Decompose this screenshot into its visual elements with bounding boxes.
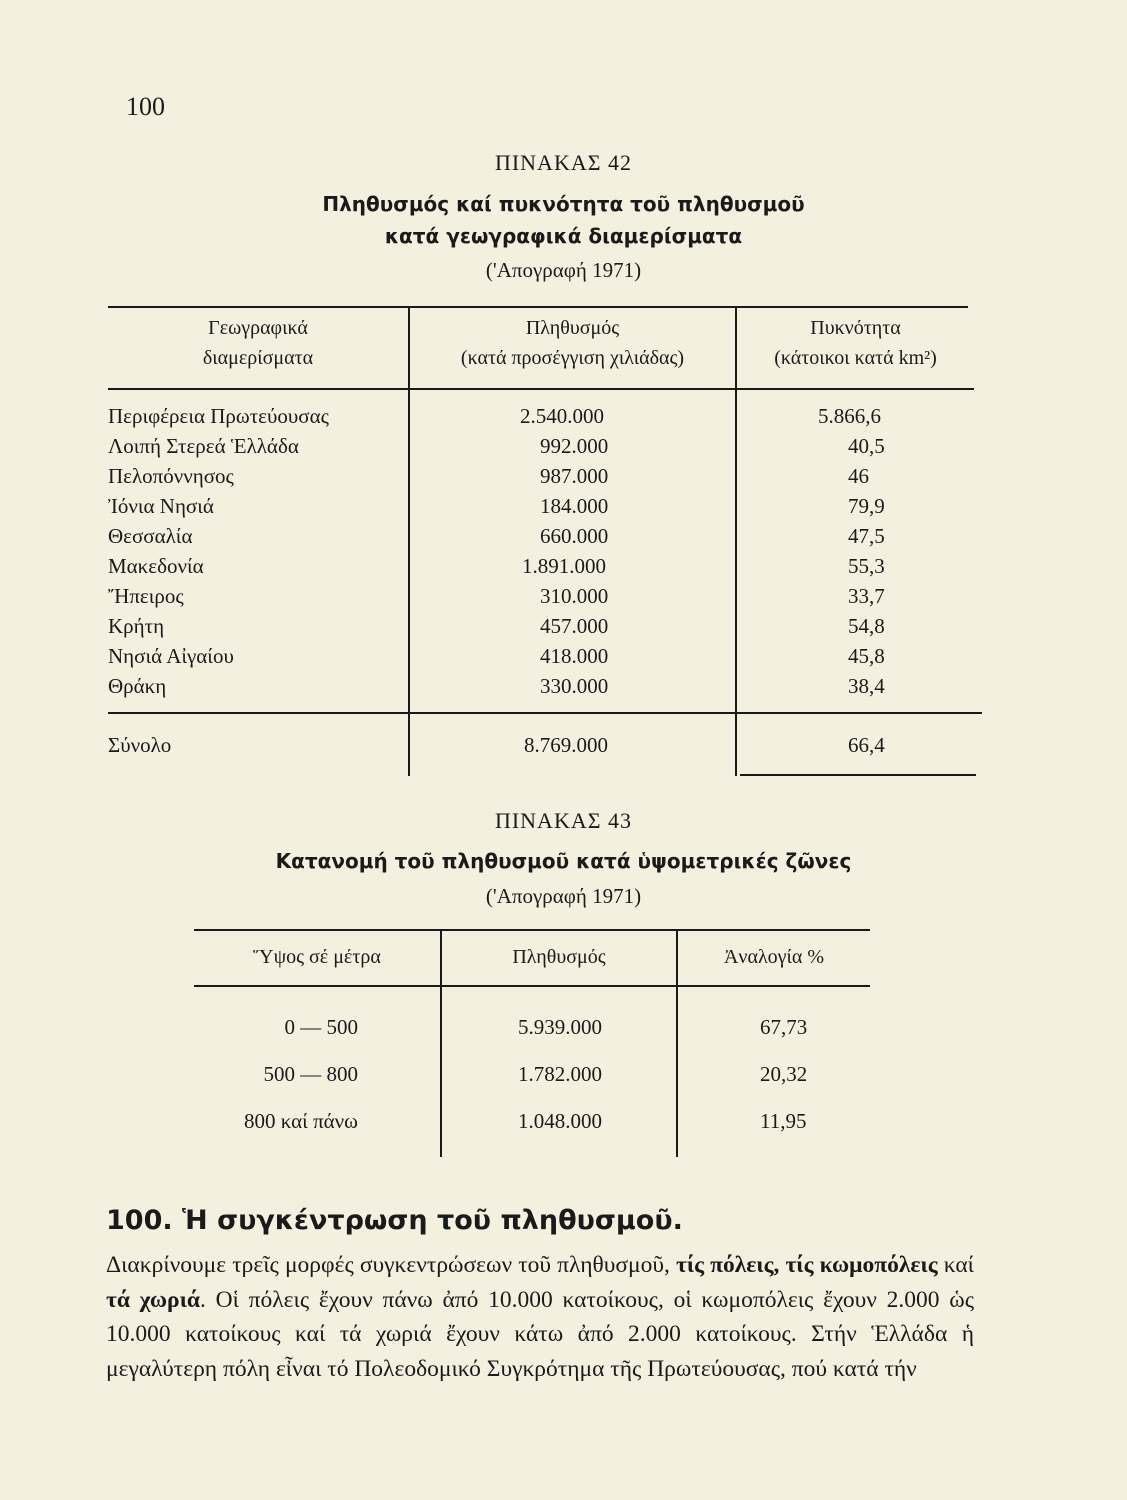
paragraph-text: . Οἱ πόλεις ἔχουν πάνω ἀπό 10.000 κατοίκους, οἱ κωμοπόλεις ἔχουν 2.000 ὡς 10.000 κατοίκους καί τά χωριά ἔχουν κάτω ἀπό 2.000 κατοίκους. Στήν Ἑλλάδα ἡ μεγαλύτερη πόλη εἶναι τό Πολεοδομικό Συγκρότημα τῆς Πρωτεύουσας, πού κατά τήν	[106, 1286, 975, 1382]
population-cell: 418.000	[540, 644, 609, 668]
header-population-line2: (κατά προσέγγιση χιλιάδας)	[460, 347, 685, 369]
density-cell: 5.866,6	[818, 404, 881, 428]
section-paragraph	[106, 1248, 974, 1386]
population-cell: 457.000	[540, 614, 609, 638]
population-cell: 987.000	[540, 464, 609, 488]
total-density: 66,4	[848, 733, 885, 757]
region-cell: Μακεδονία	[108, 554, 204, 578]
region-cell: Λοιπή Στερεά Ἑλλάδα	[108, 434, 299, 458]
density-cell: 33,7	[848, 584, 885, 608]
population-cell: 5.939.000	[518, 1015, 602, 1039]
density-cell: 47,5	[848, 524, 885, 548]
total-label: Σύνολο	[108, 733, 172, 757]
header-density-line1: Πυκνότητα	[810, 317, 901, 339]
table-42-header-density	[737, 313, 974, 373]
ratio-cell: 67,73	[760, 1015, 808, 1039]
table-42-title: ΠΙΝΑΚΑΣ 42	[494, 150, 633, 175]
population-cell: 1.782.000	[518, 1062, 602, 1086]
table-43-header-population: Πληθυσμός	[512, 946, 606, 968]
table-43-subtitle: Κατανομή τοῦ πληθυσμοῦ κατά ὑψομετρικές ζῶνες	[275, 849, 852, 873]
header-density-line2: (κάτοικοι κατά km²)	[774, 347, 937, 369]
region-cell: Ἤπειρος	[108, 584, 184, 608]
table-43-header-rule	[194, 985, 870, 987]
population-cell: 310.000	[540, 584, 609, 608]
ratio-cell: 11,95	[760, 1109, 807, 1133]
page-number: 100	[126, 92, 165, 121]
population-cell: 2.540.000	[520, 404, 604, 428]
table-43-title: ΠΙΝΑΚΑΣ 43	[494, 808, 633, 833]
density-cell: 38,4	[848, 674, 885, 698]
region-cell: Νησιά Αἰγαίου	[108, 644, 234, 668]
region-cell: Πελοπόννησος	[108, 464, 234, 488]
table-42-total-rule	[108, 712, 982, 714]
density-cell: 45,8	[848, 644, 885, 668]
table-43-top-rule	[194, 929, 870, 931]
density-cell: 46	[848, 464, 869, 488]
region-cell: Θράκη	[108, 674, 167, 698]
population-cell: 1.891.000	[522, 554, 606, 578]
density-cell: 54,8	[848, 614, 885, 638]
table-42-header-region	[108, 313, 408, 373]
population-cell: 660.000	[540, 524, 609, 548]
region-cell: Ἰόνια Νησιά	[108, 494, 214, 518]
density-cell: 55,3	[848, 554, 885, 578]
altitude-cell: 800 καί πάνω	[244, 1109, 358, 1133]
paragraph-emphasis: τά χωριά	[106, 1286, 201, 1313]
total-population: 8.769.000	[524, 733, 608, 757]
ratio-cell: 20,32	[760, 1062, 808, 1086]
population-cell: 1.048.000	[518, 1109, 602, 1133]
population-cell: 184.000	[540, 494, 609, 518]
density-cell: 40,5	[848, 434, 885, 458]
header-region-line1: Γεωγραφικά	[208, 317, 308, 339]
paragraph-text: καί	[937, 1252, 974, 1278]
density-cell: 79,9	[848, 494, 885, 518]
region-cell: Κρήτη	[108, 614, 165, 638]
paragraph-emphasis: τίς πόλεις, τίς κωμοπόλεις	[675, 1252, 938, 1278]
table-42-subtitle-line2: κατά γεωγραφικά διαμερίσματα	[384, 224, 743, 248]
altitude-cell: 0 — 500	[284, 1015, 358, 1039]
paragraph-text: Διακρίνουμε τρεῖς μορφές συγκεντρώσεων τοῦ πληθυσμοῦ,	[106, 1252, 676, 1278]
table-43-census: ('Απογραφή 1971)	[485, 884, 642, 908]
table-42-col-divider-1	[408, 306, 410, 776]
header-region-line2: διαμερίσματα	[202, 347, 314, 369]
table-42-col-divider-2	[735, 306, 737, 776]
table-43-header-altitude: Ὕψος σέ μέτρα	[253, 946, 381, 968]
table-43-header-ratio: Ἀναλογία %	[723, 946, 825, 968]
altitude-cell: 500 — 800	[263, 1062, 358, 1086]
population-cell: 330.000	[540, 674, 609, 698]
table-42-bottom-rule	[740, 774, 976, 776]
table-42-header-rule	[108, 388, 974, 390]
table-42-header-population	[410, 313, 735, 373]
region-cell: Θεσσαλία	[108, 524, 193, 548]
region-cell: Περιφέρεια Πρωτεύουσας	[108, 404, 329, 428]
section-heading: 100. Ἡ συγκέντρωση τοῦ πληθυσμοῦ.	[106, 1205, 683, 1236]
table-42-top-rule	[108, 306, 968, 308]
header-population-line1: Πληθυσμός	[525, 317, 620, 339]
table-42-subtitle-line1: Πληθυσμός καί πυκνότητα τοῦ πληθυσμοῦ	[322, 192, 805, 216]
population-cell: 992.000	[540, 434, 609, 458]
table-42-census: ('Απογραφή 1971)	[485, 258, 642, 282]
